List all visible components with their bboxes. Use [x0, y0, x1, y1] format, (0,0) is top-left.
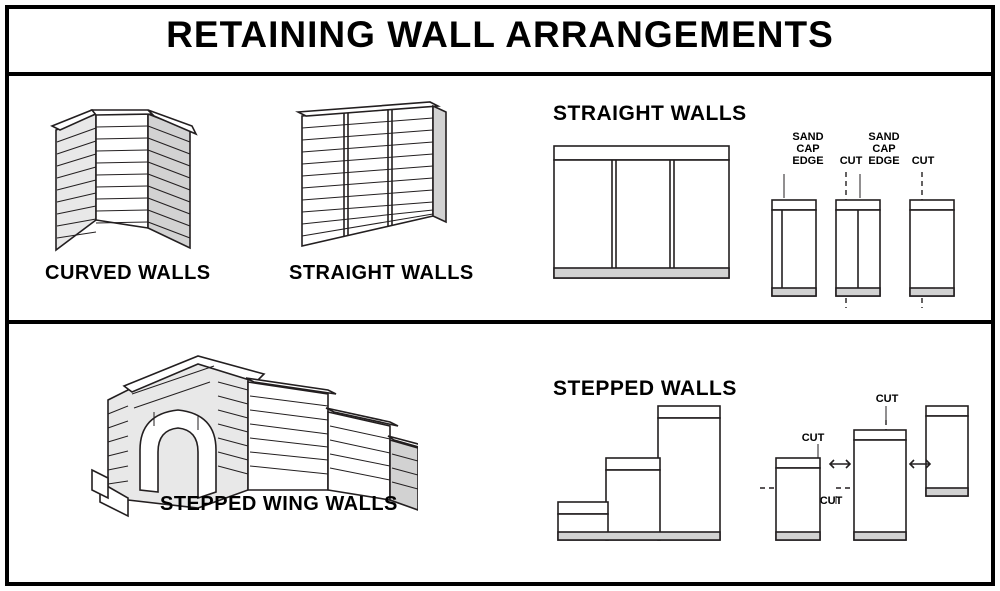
annotation-cut-5: CUT	[819, 495, 843, 507]
page-title: RETAINING WALL ARRANGEMENTS	[166, 14, 834, 55]
annotation-sand-cap-edge-2	[866, 131, 902, 167]
divider-rule-top	[5, 72, 995, 76]
caption-straight-walls: STRAIGHT WALLS	[289, 262, 474, 284]
annotation-line-edge: EDGE	[792, 155, 824, 167]
curved-walls-illustration	[30, 100, 220, 255]
annotation-cut-2: CUT	[911, 155, 935, 167]
annotation-line-cap: CAP	[796, 143, 820, 155]
annotation-line-sand: SAND	[792, 131, 824, 143]
heading-stepped-walls: STEPPED WALLS	[553, 377, 737, 400]
annotation-line-cap-2: CAP	[872, 143, 896, 155]
annotation-sand-cap-edge-1	[790, 131, 826, 167]
straight-walls-detail-blocks	[762, 168, 962, 318]
heading-straight-walls: STRAIGHT WALLS	[553, 102, 747, 125]
annotation-line-edge-2: EDGE	[868, 155, 900, 167]
caption-stepped-wing-walls: STEPPED WING WALLS	[160, 493, 398, 515]
straight-walls-plan	[548, 140, 748, 300]
straight-walls-illustration	[288, 98, 463, 258]
annotation-line-sand-2: SAND	[868, 131, 900, 143]
caption-curved-walls: CURVED WALLS	[45, 262, 211, 284]
annotation-cut-3: CUT	[801, 432, 825, 444]
stepped-walls-detail-blocks	[750, 400, 970, 560]
stepped-walls-plan	[548, 400, 748, 555]
annotation-cut-1: CUT	[839, 155, 863, 167]
divider-rule-bottom	[5, 320, 995, 324]
annotation-cut-4: CUT	[875, 393, 899, 405]
